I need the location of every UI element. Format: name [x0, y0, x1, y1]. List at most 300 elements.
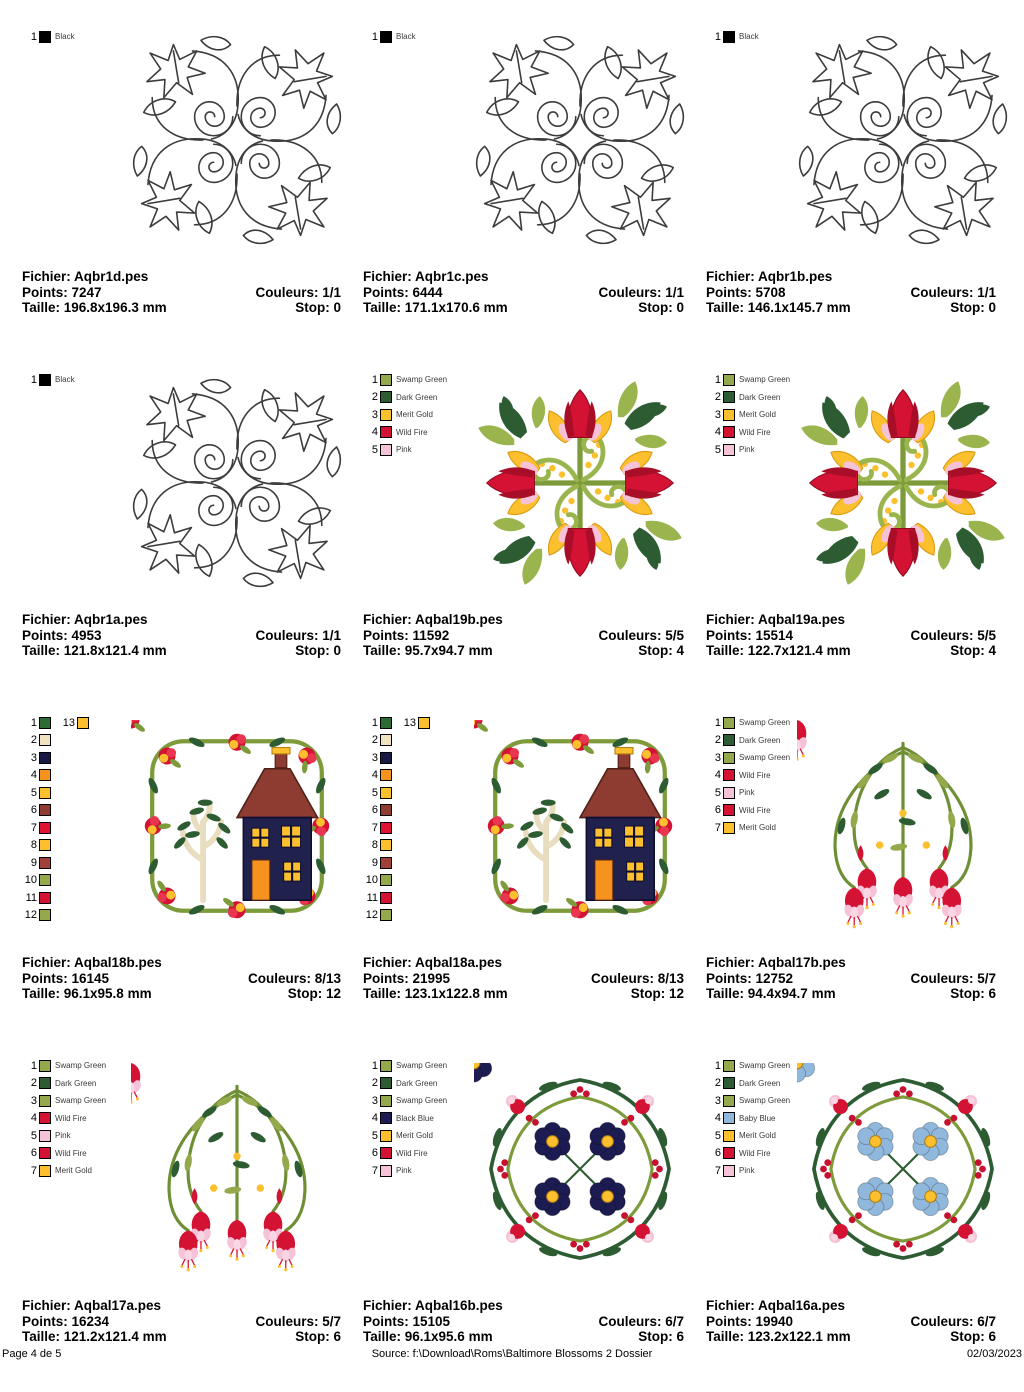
thread-number: 3 [371, 1094, 378, 1107]
color-swatch [39, 892, 51, 904]
color-name: Wild Fire [739, 805, 771, 815]
color-count: Couleurs: 1/1 [255, 627, 341, 643]
thread-color-1 [363, 31, 416, 43]
thread-number: 2 [714, 1077, 721, 1090]
thread-color-5 [363, 787, 392, 799]
thread-color-10 [363, 874, 392, 886]
thread-color-legend [363, 1057, 447, 1180]
thread-number: 9 [371, 856, 378, 869]
thread-color-legend [22, 371, 75, 389]
color-name: Wild Fire [739, 1148, 771, 1158]
stitch-count: Points: 21995 [363, 970, 451, 986]
thread-number: 1 [371, 1059, 378, 1072]
thread-color-1 [22, 31, 75, 43]
design-size: Taille: 122.7x121.4 mm [706, 643, 851, 658]
color-name: Wild Fire [739, 427, 771, 437]
thread-number: 11 [25, 891, 37, 904]
thread-number: 1 [30, 373, 37, 386]
thread-color-5 [706, 444, 755, 456]
color-swatch [723, 1077, 735, 1089]
color-name: Dark Green [396, 392, 438, 402]
design-size: Taille: 94.4x94.7 mm [706, 986, 836, 1001]
design-info [706, 612, 996, 659]
design-cell [14, 20, 355, 363]
thread-number: 2 [371, 734, 378, 747]
color-name: Pink [739, 1166, 755, 1176]
color-swatch [723, 1095, 735, 1107]
thread-color-6 [22, 1147, 87, 1159]
color-swatch [380, 391, 392, 403]
color-swatch [39, 1112, 51, 1124]
thread-color-5 [363, 1130, 433, 1142]
stitch-count: Points: 6444 [363, 284, 443, 300]
color-swatch [39, 804, 51, 816]
thread-color-3 [706, 752, 790, 764]
color-swatch [380, 734, 392, 746]
thread-color-legend [706, 371, 790, 459]
thread-number: 2 [714, 734, 721, 747]
design-cell [14, 706, 355, 1049]
thread-color-6 [706, 1147, 771, 1159]
thread-color-2 [363, 734, 392, 746]
thread-number: 1 [714, 716, 721, 729]
color-swatch [380, 717, 392, 729]
thread-number: 6 [30, 1147, 37, 1160]
color-name: Black [55, 32, 75, 42]
thread-number: 7 [714, 821, 721, 834]
color-swatch [723, 1165, 735, 1177]
design-info [706, 1298, 996, 1345]
color-swatch [380, 1147, 392, 1159]
color-swatch [723, 1112, 735, 1124]
color-name: Pink [396, 1166, 412, 1176]
thread-number: 1 [30, 1059, 37, 1072]
thread-color-1 [706, 374, 790, 386]
color-swatch [723, 1130, 735, 1142]
color-count: Couleurs: 5/5 [598, 627, 684, 643]
design-cell [355, 706, 698, 1049]
thread-color-4 [363, 769, 392, 781]
thread-color-3 [706, 1095, 790, 1107]
thread-color-5 [706, 1130, 776, 1142]
thread-color-legend [22, 1057, 106, 1180]
color-swatch [39, 839, 51, 851]
thread-color-7 [706, 1165, 755, 1177]
thread-number: 1 [30, 30, 37, 43]
color-swatch [39, 787, 51, 799]
thread-color-legend [706, 1057, 790, 1180]
thread-color-5 [22, 1130, 71, 1142]
design-info [706, 269, 996, 316]
color-swatch [380, 857, 392, 869]
thread-color-9 [22, 857, 51, 869]
design-info [363, 269, 684, 316]
design-preview-quilt [131, 377, 343, 589]
thread-color-4 [22, 769, 51, 781]
color-swatch [380, 892, 392, 904]
file-name: Fichier: Aqbr1d.pes [22, 269, 149, 284]
thread-number: 5 [714, 786, 721, 799]
thread-color-1 [706, 717, 790, 729]
color-name: Swamp Green [739, 753, 791, 763]
thread-number: 5 [30, 786, 37, 799]
stop-count: Stop: 0 [295, 300, 341, 315]
thread-number: 12 [365, 909, 378, 922]
design-info [22, 955, 341, 1002]
thread-number: 1 [714, 1059, 721, 1072]
design-preview-wreath [797, 1063, 1009, 1275]
design-size: Taille: 196.8x196.3 mm [22, 300, 167, 315]
stop-count: Stop: 4 [950, 643, 996, 658]
color-name: Swamp Green [396, 1061, 448, 1071]
design-cell [14, 363, 355, 706]
thread-color-1 [363, 717, 392, 729]
color-name: Merit Gold [739, 1131, 776, 1141]
stitch-count: Points: 12752 [706, 970, 794, 986]
color-swatch [723, 717, 735, 729]
thread-number: 12 [24, 909, 37, 922]
thread-color-1 [706, 31, 759, 43]
thread-number: 8 [371, 839, 378, 852]
thread-number: 6 [30, 804, 37, 817]
thread-color-3 [363, 752, 392, 764]
color-swatch [39, 31, 51, 43]
design-grid [14, 20, 1014, 1392]
design-preview-area [704, 712, 1005, 952]
thread-number: 13 [403, 716, 416, 729]
thread-color-12 [22, 909, 51, 921]
thread-number: 6 [371, 1147, 378, 1160]
color-swatch [39, 1130, 51, 1142]
stitch-count: Points: 15105 [363, 1313, 451, 1329]
thread-color-legend [363, 28, 416, 46]
thread-color-legend [363, 714, 430, 924]
thread-number: 9 [30, 856, 37, 869]
color-name: Swamp Green [739, 1061, 791, 1071]
color-swatch [39, 909, 51, 921]
stop-count: Stop: 12 [287, 986, 341, 1001]
color-swatch [380, 874, 392, 886]
design-size: Taille: 123.2x122.1 mm [706, 1329, 851, 1344]
design-cell [355, 1049, 698, 1392]
thread-number: 3 [714, 751, 721, 764]
thread-color-1 [363, 374, 447, 386]
thread-color-1 [706, 1060, 790, 1072]
color-count: Couleurs: 5/7 [255, 1313, 341, 1329]
thread-number: 1 [30, 716, 37, 729]
color-name: Merit Gold [739, 410, 776, 420]
thread-number: 1 [371, 373, 378, 386]
thread-number: 6 [714, 1147, 721, 1160]
color-swatch [380, 444, 392, 456]
page-footer [2, 1348, 1022, 1361]
thread-color-legend [22, 714, 89, 924]
file-name: Fichier: Aqbal18b.pes [22, 955, 162, 970]
color-count: Couleurs: 6/7 [910, 1313, 996, 1329]
color-count: Couleurs: 5/5 [910, 627, 996, 643]
color-name: Black Blue [396, 1113, 434, 1123]
thread-number: 5 [371, 443, 378, 456]
thread-number: 2 [714, 391, 721, 404]
thread-number: 7 [371, 821, 378, 834]
thread-number: 3 [714, 1094, 721, 1107]
design-info [22, 269, 341, 316]
thread-color-2 [22, 1077, 96, 1089]
color-name: Merit Gold [739, 823, 776, 833]
design-preview-area [361, 26, 682, 266]
color-name: Merit Gold [396, 410, 433, 420]
design-info [22, 1298, 341, 1345]
color-count: Couleurs: 6/7 [598, 1313, 684, 1329]
color-swatch [723, 409, 735, 421]
color-name: Wild Fire [55, 1113, 87, 1123]
thread-color-6 [363, 804, 392, 816]
thread-number: 7 [714, 1164, 721, 1177]
design-preview-quilt [131, 34, 343, 246]
color-swatch [380, 1130, 392, 1142]
color-swatch [380, 752, 392, 764]
color-swatch [723, 822, 735, 834]
stitch-count: Points: 15514 [706, 627, 794, 643]
thread-color-4 [22, 1112, 87, 1124]
color-name: Wild Fire [739, 770, 771, 780]
thread-color-legend [22, 28, 75, 46]
color-swatch [380, 839, 392, 851]
file-name: Fichier: Aqbal16a.pes [706, 1298, 846, 1313]
color-swatch [380, 1165, 392, 1177]
thread-color-5 [363, 444, 412, 456]
design-cell [698, 20, 1010, 363]
stop-count: Stop: 0 [638, 300, 684, 315]
design-cell [698, 706, 1010, 1049]
stop-count: Stop: 6 [295, 1329, 341, 1344]
thread-color-2 [363, 391, 437, 403]
thread-number: 7 [371, 1164, 378, 1177]
design-info [22, 612, 341, 659]
color-swatch [380, 1060, 392, 1072]
color-count: Couleurs: 1/1 [910, 284, 996, 300]
color-swatch [39, 822, 51, 834]
thread-color-7 [22, 1165, 92, 1177]
stop-count: Stop: 0 [295, 643, 341, 658]
thread-number: 4 [30, 769, 37, 782]
design-cell [698, 1049, 1010, 1392]
color-name: Black [396, 32, 416, 42]
design-preview-area [704, 1055, 1005, 1295]
color-name: Dark Green [739, 392, 781, 402]
color-swatch [39, 1060, 51, 1072]
thread-color-7 [706, 822, 776, 834]
file-name: Fichier: Aqbr1a.pes [22, 612, 148, 627]
thread-color-4 [706, 426, 771, 438]
color-count: Couleurs: 8/13 [590, 970, 684, 986]
file-name: Fichier: Aqbal19a.pes [706, 612, 846, 627]
file-name: Fichier: Aqbr1c.pes [363, 269, 489, 284]
design-size: Taille: 146.1x145.7 mm [706, 300, 851, 315]
color-name: Swamp Green [396, 1096, 448, 1106]
thread-number: 5 [371, 786, 378, 799]
design-size: Taille: 96.1x95.6 mm [363, 1329, 493, 1344]
thread-number: 10 [24, 874, 37, 887]
thread-color-1 [22, 374, 75, 386]
color-name: Merit Gold [396, 1131, 433, 1141]
color-swatch [723, 444, 735, 456]
design-size: Taille: 96.1x95.8 mm [22, 986, 152, 1001]
thread-number: 1 [371, 30, 378, 43]
thread-color-1 [22, 717, 51, 729]
color-swatch [39, 717, 51, 729]
design-size: Taille: 121.2x121.4 mm [22, 1329, 167, 1344]
design-preview-area [20, 369, 339, 609]
thread-color-10 [22, 874, 51, 886]
thread-number: 2 [30, 734, 37, 747]
thread-color-legend [363, 371, 447, 459]
color-swatch [39, 374, 51, 386]
thread-color-3 [22, 752, 51, 764]
color-swatch [380, 787, 392, 799]
thread-number: 11 [366, 891, 378, 904]
color-swatch [723, 734, 735, 746]
thread-number: 3 [371, 751, 378, 764]
thread-color-legend [706, 714, 790, 837]
date: 02/03/2023 [966, 1348, 1022, 1360]
color-name: Swamp Green [396, 375, 448, 385]
design-preview-house [474, 720, 686, 932]
thread-number: 1 [371, 716, 378, 729]
thread-number: 6 [714, 804, 721, 817]
thread-number: 7 [30, 1164, 37, 1177]
thread-number: 5 [30, 1129, 37, 1142]
thread-number: 3 [371, 408, 378, 421]
color-swatch [39, 769, 51, 781]
color-name: Pink [55, 1131, 71, 1141]
stitch-count: Points: 16234 [22, 1313, 110, 1329]
design-preview-area [20, 26, 339, 266]
design-preview-tulip [474, 377, 686, 589]
thread-color-4 [706, 1112, 775, 1124]
color-name: Dark Green [55, 1078, 97, 1088]
color-name: Baby Blue [739, 1113, 776, 1123]
thread-color-6 [706, 804, 771, 816]
stitch-count: Points: 4953 [22, 627, 102, 643]
thread-number: 4 [714, 1112, 721, 1125]
design-preview-area [361, 369, 682, 609]
color-swatch [77, 717, 89, 729]
color-name: Pink [739, 445, 755, 455]
color-name: Swamp Green [739, 718, 791, 728]
color-swatch [380, 769, 392, 781]
design-preview-area [704, 26, 1005, 266]
color-name: Merit Gold [55, 1166, 92, 1176]
thread-number: 5 [371, 1129, 378, 1142]
color-name: Swamp Green [739, 1096, 791, 1106]
thread-number: 5 [714, 1129, 721, 1142]
thread-number: 4 [371, 1112, 378, 1125]
thread-color-3 [363, 1095, 447, 1107]
color-name: Swamp Green [55, 1096, 107, 1106]
thread-color-legend [706, 28, 759, 46]
color-swatch [723, 787, 735, 799]
stop-count: Stop: 6 [638, 1329, 684, 1344]
design-preview-area [361, 1055, 682, 1295]
stop-count: Stop: 6 [950, 1329, 996, 1344]
stop-count: Stop: 12 [630, 986, 684, 1001]
design-info [363, 612, 684, 659]
thread-color-7 [22, 822, 51, 834]
design-size: Taille: 123.1x122.8 mm [363, 986, 508, 1001]
color-swatch [39, 874, 51, 886]
stop-count: Stop: 0 [950, 300, 996, 315]
thread-number: 1 [714, 373, 721, 386]
color-swatch [380, 1077, 392, 1089]
thread-color-12 [363, 909, 392, 921]
thread-number: 8 [30, 839, 37, 852]
thread-number: 3 [714, 408, 721, 421]
thread-number: 3 [30, 1094, 37, 1107]
design-preview-area [20, 712, 339, 952]
stitch-count: Points: 7247 [22, 284, 102, 300]
design-preview-area [20, 1055, 339, 1295]
thread-color-4 [363, 1112, 434, 1124]
color-swatch [39, 1077, 51, 1089]
thread-color-2 [706, 734, 780, 746]
thread-color-7 [363, 1165, 412, 1177]
color-swatch [380, 409, 392, 421]
color-swatch [723, 391, 735, 403]
thread-color-9 [363, 857, 392, 869]
design-info [363, 1298, 684, 1345]
design-cell [355, 20, 698, 363]
color-swatch [380, 822, 392, 834]
thread-color-8 [363, 839, 392, 851]
design-preview-quilt [797, 34, 1009, 246]
design-cell [14, 1049, 355, 1392]
color-name: Dark Green [739, 735, 781, 745]
design-preview-wreath [474, 1063, 686, 1275]
thread-number: 10 [365, 874, 378, 887]
color-count: Couleurs: 1/1 [598, 284, 684, 300]
thread-color-4 [706, 769, 771, 781]
color-name: Dark Green [396, 1078, 438, 1088]
color-swatch [723, 426, 735, 438]
color-swatch [723, 374, 735, 386]
color-swatch [39, 1095, 51, 1107]
design-preview-area [704, 369, 1005, 609]
color-swatch [723, 31, 735, 43]
color-swatch [39, 752, 51, 764]
color-name: Pink [739, 788, 755, 798]
thread-number: 3 [30, 751, 37, 764]
stop-count: Stop: 4 [638, 643, 684, 658]
color-swatch [380, 31, 392, 43]
color-swatch [380, 909, 392, 921]
design-preview-bouquet [797, 720, 1009, 932]
page-number: Page 4 de 5 [2, 1348, 62, 1360]
color-swatch [39, 1165, 51, 1177]
stitch-count: Points: 19940 [706, 1313, 794, 1329]
design-preview-area [361, 712, 682, 952]
thread-color-13 [401, 717, 430, 729]
color-swatch [723, 769, 735, 781]
thread-color-3 [706, 409, 776, 421]
thread-number: 4 [371, 769, 378, 782]
thread-color-3 [363, 409, 433, 421]
file-name: Fichier: Aqbal17b.pes [706, 955, 846, 970]
design-info [363, 955, 684, 1002]
thread-color-6 [363, 1147, 428, 1159]
file-name: Fichier: Aqbr1b.pes [706, 269, 833, 284]
thread-number: 4 [714, 769, 721, 782]
